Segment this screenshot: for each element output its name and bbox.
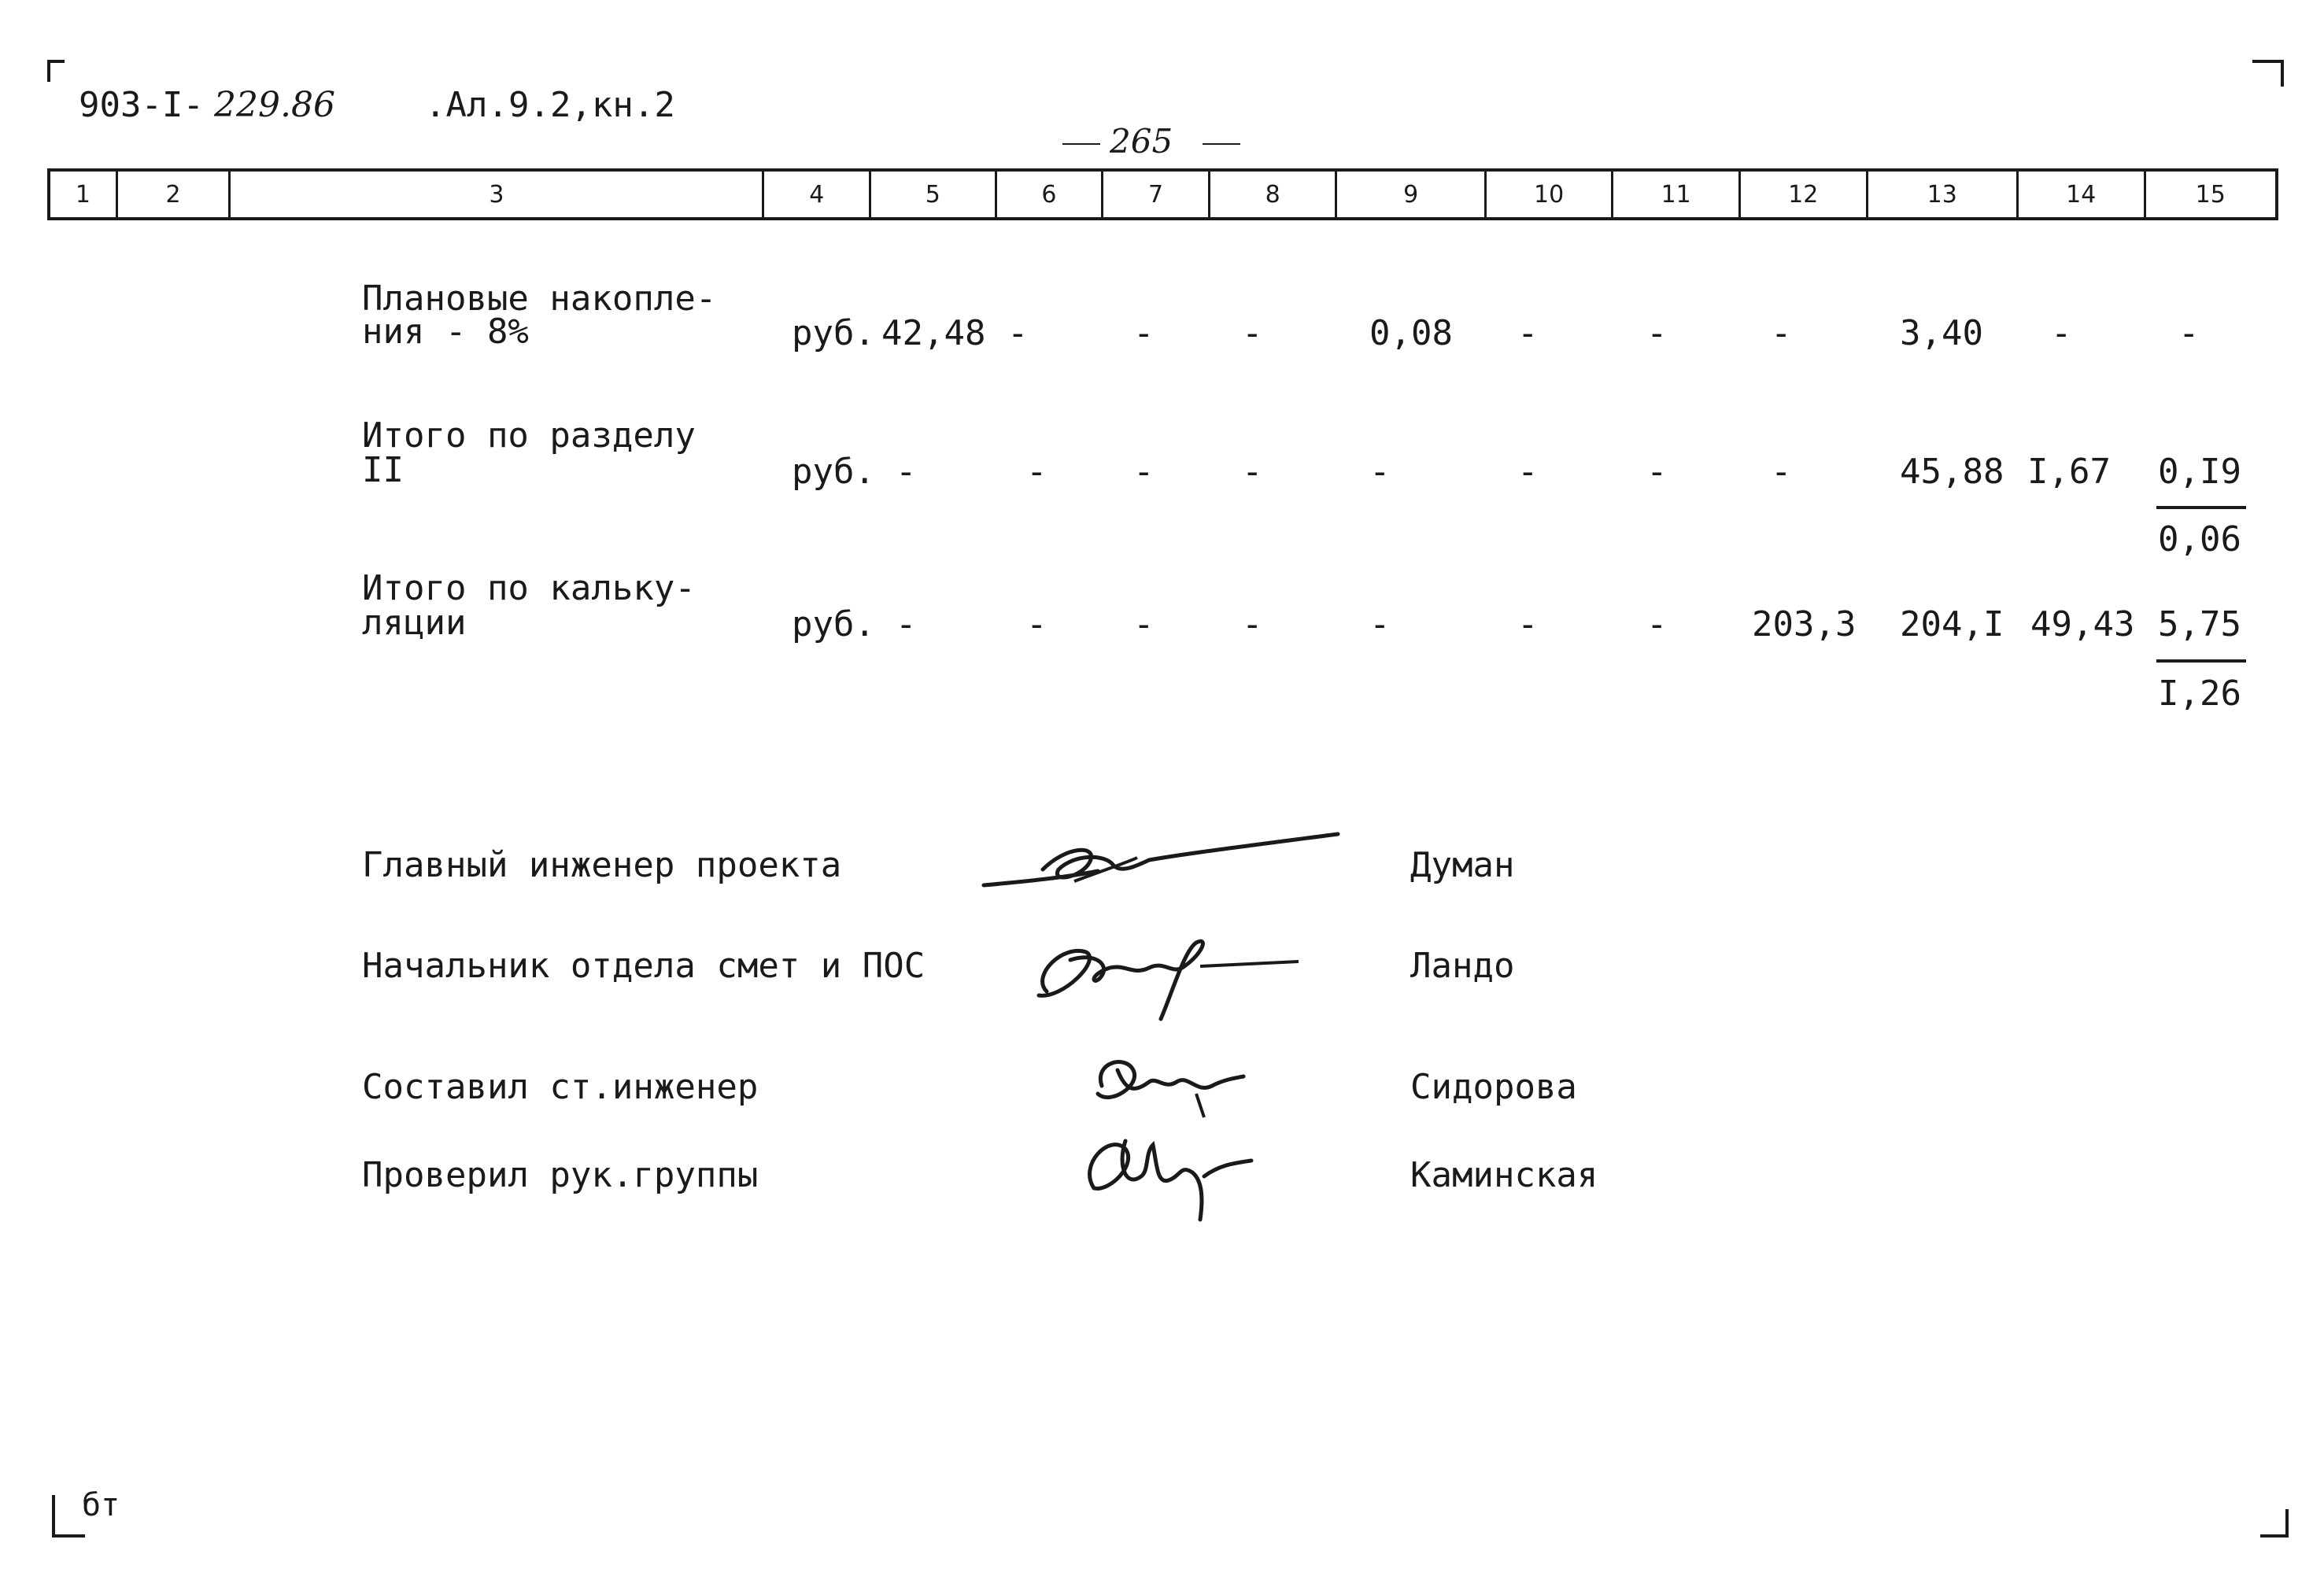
handwritten-signature (1062, 1117, 1275, 1235)
value-col12: 203,3 (1752, 604, 1857, 644)
signature-title: Главный инженер проекта (362, 845, 842, 885)
fraction-line (2156, 659, 2246, 663)
column-number: 4 (764, 172, 871, 217)
value-col9: 0,08 (1369, 313, 1453, 353)
corner-mark-top-left (47, 60, 65, 63)
value-col6: - (1026, 604, 1047, 644)
unit-cell: руб. (792, 313, 875, 353)
value-col8: - (1242, 313, 1263, 353)
value-col12: - (1771, 452, 1792, 492)
value-col10: - (1517, 452, 1539, 492)
value-col13: 45,88 (1900, 452, 2004, 492)
value-col10: - (1517, 313, 1539, 353)
signature-name: Думан (1410, 845, 1515, 885)
signature-name: Сидорова (1410, 1067, 1577, 1107)
corner-mark-top-left (47, 60, 50, 82)
value-col8: - (1242, 452, 1263, 492)
column-number-header (47, 168, 2278, 220)
value-col7: - (1133, 604, 1155, 644)
column-number: 12 (1741, 172, 1868, 217)
value-col7: - (1133, 313, 1155, 353)
row-label-line1: Итого по разделу (362, 415, 696, 456)
value-col6: - (1026, 452, 1047, 492)
value-col9: - (1369, 604, 1391, 644)
value-col15-denominator: 0,06 (2158, 519, 2241, 559)
unit-cell: руб. (792, 604, 875, 644)
value-col5: - (896, 452, 917, 492)
column-number: 11 (1613, 172, 1741, 217)
value-col12: - (1771, 313, 1792, 353)
value-col15-denominator: I,26 (2158, 674, 2241, 714)
column-number: 6 (997, 172, 1104, 217)
value-col13: 204,I (1900, 604, 2004, 644)
footer-mark: бт (82, 1487, 120, 1523)
column-number: 1 (50, 172, 118, 217)
value-col5: - (896, 604, 917, 644)
doc-code-handwritten: 229.86 (214, 85, 335, 125)
page-number: 265 (1110, 122, 1173, 161)
value-col11: - (1646, 313, 1668, 353)
value-col15: - (2178, 313, 2200, 353)
value-col5: 42,48 (881, 313, 986, 353)
handwritten-signature (1015, 928, 1314, 1023)
column-number: 5 (871, 172, 997, 217)
row-label-line1: Итого по кальку- (362, 568, 696, 608)
corner-mark-bottom-right (2260, 1534, 2289, 1538)
unit-cell: руб. (792, 452, 875, 492)
corner-mark-bottom-left (52, 1495, 55, 1538)
signature-title: Составил ст.инженер (362, 1067, 759, 1107)
column-number: 13 (1868, 172, 2019, 217)
value-col14: I,67 (2027, 452, 2111, 492)
value-col15-numerator: 5,75 (2158, 604, 2241, 644)
value-col13: 3,40 (1900, 313, 1983, 353)
column-number: 10 (1487, 172, 1614, 217)
value-col14: - (2051, 313, 2072, 353)
value-col14: 49,43 (2030, 604, 2135, 644)
column-number: 8 (1210, 172, 1338, 217)
row-label-line2: ляции (362, 603, 467, 643)
value-col7: - (1133, 452, 1155, 492)
row-label-line1: Плановые накопле- (362, 279, 717, 319)
signature-title: Начальник отдела смет и ПОС (362, 946, 926, 986)
handwritten-signature (1078, 1047, 1251, 1125)
page-number-dash-right (1203, 143, 1240, 145)
page-number-dash-left (1062, 143, 1100, 145)
column-number: 7 (1103, 172, 1210, 217)
signature-title: Проверил рук.группы (362, 1155, 759, 1195)
column-number: 14 (2019, 172, 2146, 217)
column-number: 15 (2195, 180, 2226, 209)
value-col15-numerator: 0,I9 (2158, 452, 2241, 492)
value-col9: - (1369, 452, 1391, 492)
value-col6: - (1007, 313, 1029, 353)
album-reference: .Ал.9.2,кн.2 (425, 85, 675, 125)
value-col8: - (1242, 604, 1263, 644)
doc-code-prefix: 903-I- (79, 85, 204, 125)
corner-mark-top-right (2281, 60, 2284, 87)
column-number: 3 (231, 172, 764, 217)
column-number: 9 (1337, 172, 1486, 217)
value-col10: - (1517, 604, 1539, 644)
signature-name: Каминская (1410, 1155, 1598, 1195)
corner-mark-bottom-right (2285, 1509, 2289, 1538)
handwritten-signature (980, 822, 1342, 901)
column-number: 2 (118, 172, 231, 217)
value-col11: - (1646, 452, 1668, 492)
corner-mark-bottom-left (52, 1534, 85, 1538)
corner-mark-top-right (2252, 60, 2284, 63)
row-label-line2: II (362, 450, 404, 490)
signature-name: Ландо (1410, 946, 1515, 986)
fraction-line (2156, 506, 2246, 509)
value-col11: - (1646, 604, 1668, 644)
row-label-line2: ния - 8% (362, 312, 529, 352)
